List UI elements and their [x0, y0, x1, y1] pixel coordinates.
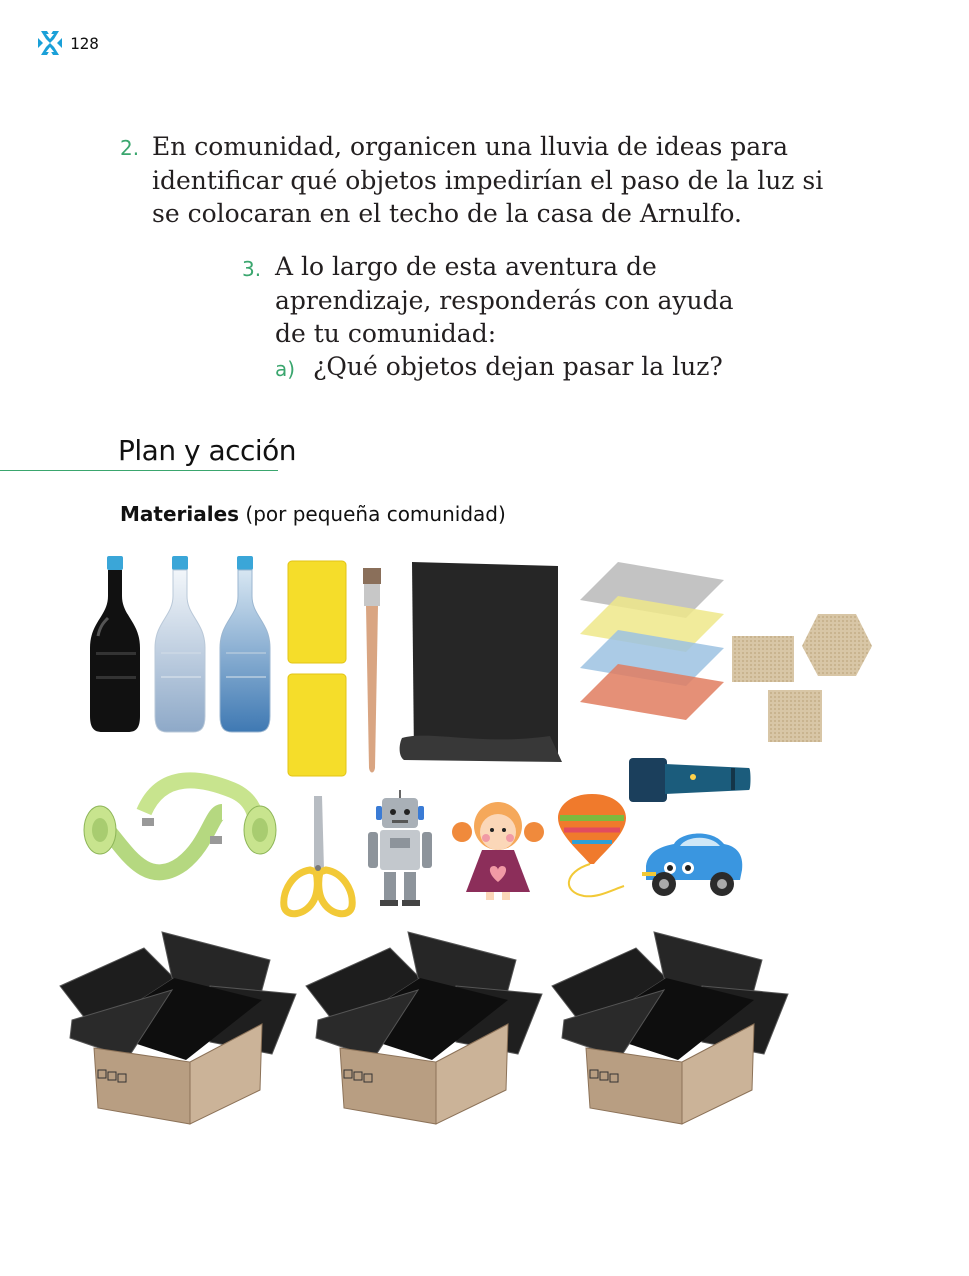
- cardboard-box-icon: [60, 930, 298, 1126]
- black-bottle-icon: [88, 556, 142, 734]
- sub-item-letter: a): [275, 357, 296, 381]
- spinning-top-icon: [554, 792, 630, 900]
- materials-label: Materiales: [120, 502, 240, 526]
- materials-note: (por pequeña comunidad): [245, 502, 506, 526]
- paintbrush-icon: [360, 568, 384, 774]
- cardboard-box-icon: [306, 930, 544, 1126]
- item-number: 3.: [242, 257, 262, 281]
- toy-car-icon: [640, 826, 746, 898]
- scissors-icon: [280, 794, 356, 918]
- section-title: Plan y acción: [118, 434, 297, 467]
- white-bottle-icon: [153, 556, 207, 734]
- yellow-sponge-icon: [287, 560, 347, 776]
- cardboard-box-icon: [552, 930, 790, 1126]
- section-divider: [0, 470, 278, 471]
- measuring-tape-icon: [82, 772, 284, 894]
- page-number: 128: [70, 33, 99, 53]
- colored-sheets-icon: [578, 560, 728, 736]
- black-paper-icon: [400, 560, 564, 766]
- robot-toy-icon: [364, 790, 436, 908]
- fabric-swatches-icon: [730, 612, 874, 746]
- item-text: A lo largo de esta aventura de aprendizaje, responderás con ayuda de tu comunidad:: [275, 252, 734, 348]
- clear-bottle-icon: [218, 556, 272, 734]
- book-logo-icon: [38, 30, 62, 56]
- doll-toy-icon: [452, 794, 544, 902]
- sub-item-text: ¿Qué objetos dejan pasar la luz?: [313, 352, 723, 381]
- item-text: En comunidad, organicen una lluvia de ideas para identificar qué objetos impedirían el paso de la luz si se colocaran en el techo de la casa de Arnulfo.: [152, 132, 824, 228]
- flashlight-icon: [627, 756, 753, 804]
- page-header: [38, 30, 99, 56]
- item-number: 2.: [120, 136, 140, 160]
- materials-heading: [120, 502, 506, 526]
